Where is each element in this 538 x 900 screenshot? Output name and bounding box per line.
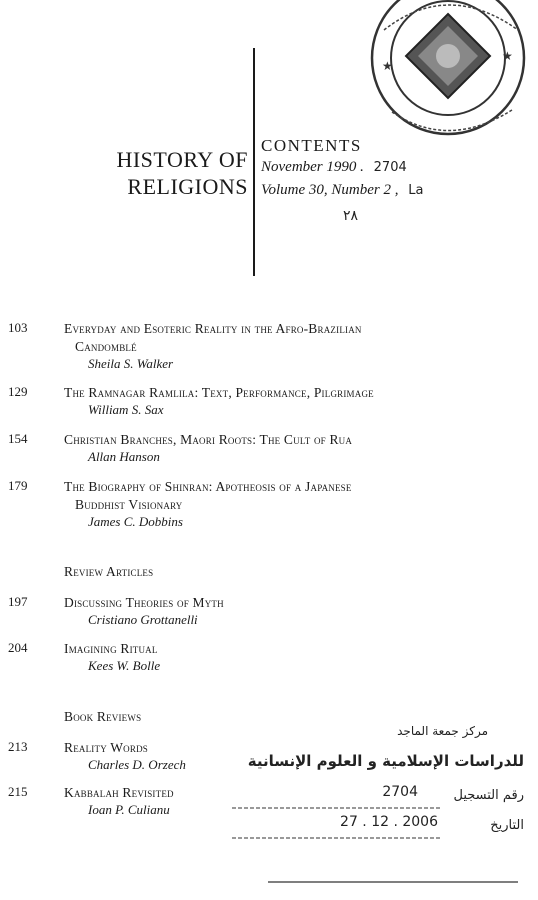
toc-page-number: 197 (8, 594, 28, 609)
toc-entry-author: Sheila S. Walker (88, 356, 174, 371)
toc-entry-author: Kees W. Bolle (88, 658, 161, 673)
header-divider (253, 48, 255, 276)
toc-page-number: 213 (8, 739, 28, 754)
toc-entry-author: James C. Dobbins (88, 514, 183, 529)
toc-entry-title: Everyday and Esoteric Reality in the Afro-Brazilian (64, 321, 362, 336)
round-seal-stamp-icon (352, 0, 538, 150)
library-registration-stamp (228, 722, 528, 900)
journal-title (60, 146, 248, 200)
toc-entry-title-continued: Candomblé (75, 339, 137, 354)
toc-entry-title: The Ramnagar Ramlila: Text, Performance, Pilgrimage (64, 385, 374, 400)
issue-date (261, 156, 423, 179)
issue-date-text: November 1990 . (261, 159, 364, 175)
toc-entry-title: Reality Words (64, 740, 148, 755)
signature-underline (268, 880, 518, 884)
toc-entry-title-continued: Buddhist Visionary (75, 497, 183, 512)
registration-underline (232, 806, 442, 810)
contents-heading: CONTENTS (261, 136, 362, 155)
toc-entry-author: William S. Sax (88, 402, 164, 417)
toc-entry-author: Cristiano Grottanelli (88, 612, 198, 627)
registration-date: 27 . 12 . 2006 (340, 814, 438, 830)
svg-text:★: ★ (382, 59, 393, 73)
issue-volume (261, 179, 423, 202)
handwritten-date-note: 2704 (373, 160, 407, 175)
svg-text:★: ★ (502, 49, 513, 63)
library-stamp-line1: مركز جمعة الماجد (397, 724, 488, 738)
contents-header (261, 136, 423, 202)
handwritten-volume-note: La (408, 183, 424, 198)
library-stamp-line2: للدراسات الإسلامية و العلوم الإنسانية (247, 752, 524, 770)
toc-page-number: 204 (8, 640, 28, 655)
registration-label: رقم التسجيل (453, 788, 524, 803)
journal-title-line2: RELIGIONS (127, 174, 248, 199)
toc-entry-author: Ioan P. Culianu (88, 802, 170, 817)
section-heading-review-articles: Review Articles (64, 564, 154, 579)
toc-page-number: 154 (8, 431, 28, 446)
section-heading-book-reviews: Book Reviews (64, 709, 142, 724)
toc-entry-author: Allan Hanson (88, 449, 160, 464)
toc-page-number: 129 (8, 384, 28, 399)
toc-entry-title: Imagining Ritual (64, 641, 158, 656)
toc-entry-title: The Biography of Shinran: Apotheosis of a Japanese (64, 479, 352, 494)
journal-title-line1: HISTORY OF (116, 147, 248, 172)
toc-page-number: 179 (8, 478, 28, 493)
toc-page-number: 215 (8, 784, 28, 799)
registration-number: 2704 (382, 784, 418, 800)
toc-entry-title: Christian Branches, Maori Roots: The Cult of Rua (64, 432, 353, 447)
date-underline (232, 836, 442, 840)
issue-volume-text: Volume 30, Number 2 , (261, 182, 399, 198)
toc-entry-author: Charles D. Orzech (88, 757, 186, 772)
handwritten-code: ٢٨ (343, 208, 359, 224)
toc-entry-title: Discussing Theories of Myth (64, 595, 224, 610)
date-label: التاريخ (490, 818, 524, 833)
toc-page-number: 103 (8, 320, 28, 335)
toc-entry-title: Kabbalah Revisited (64, 785, 174, 800)
